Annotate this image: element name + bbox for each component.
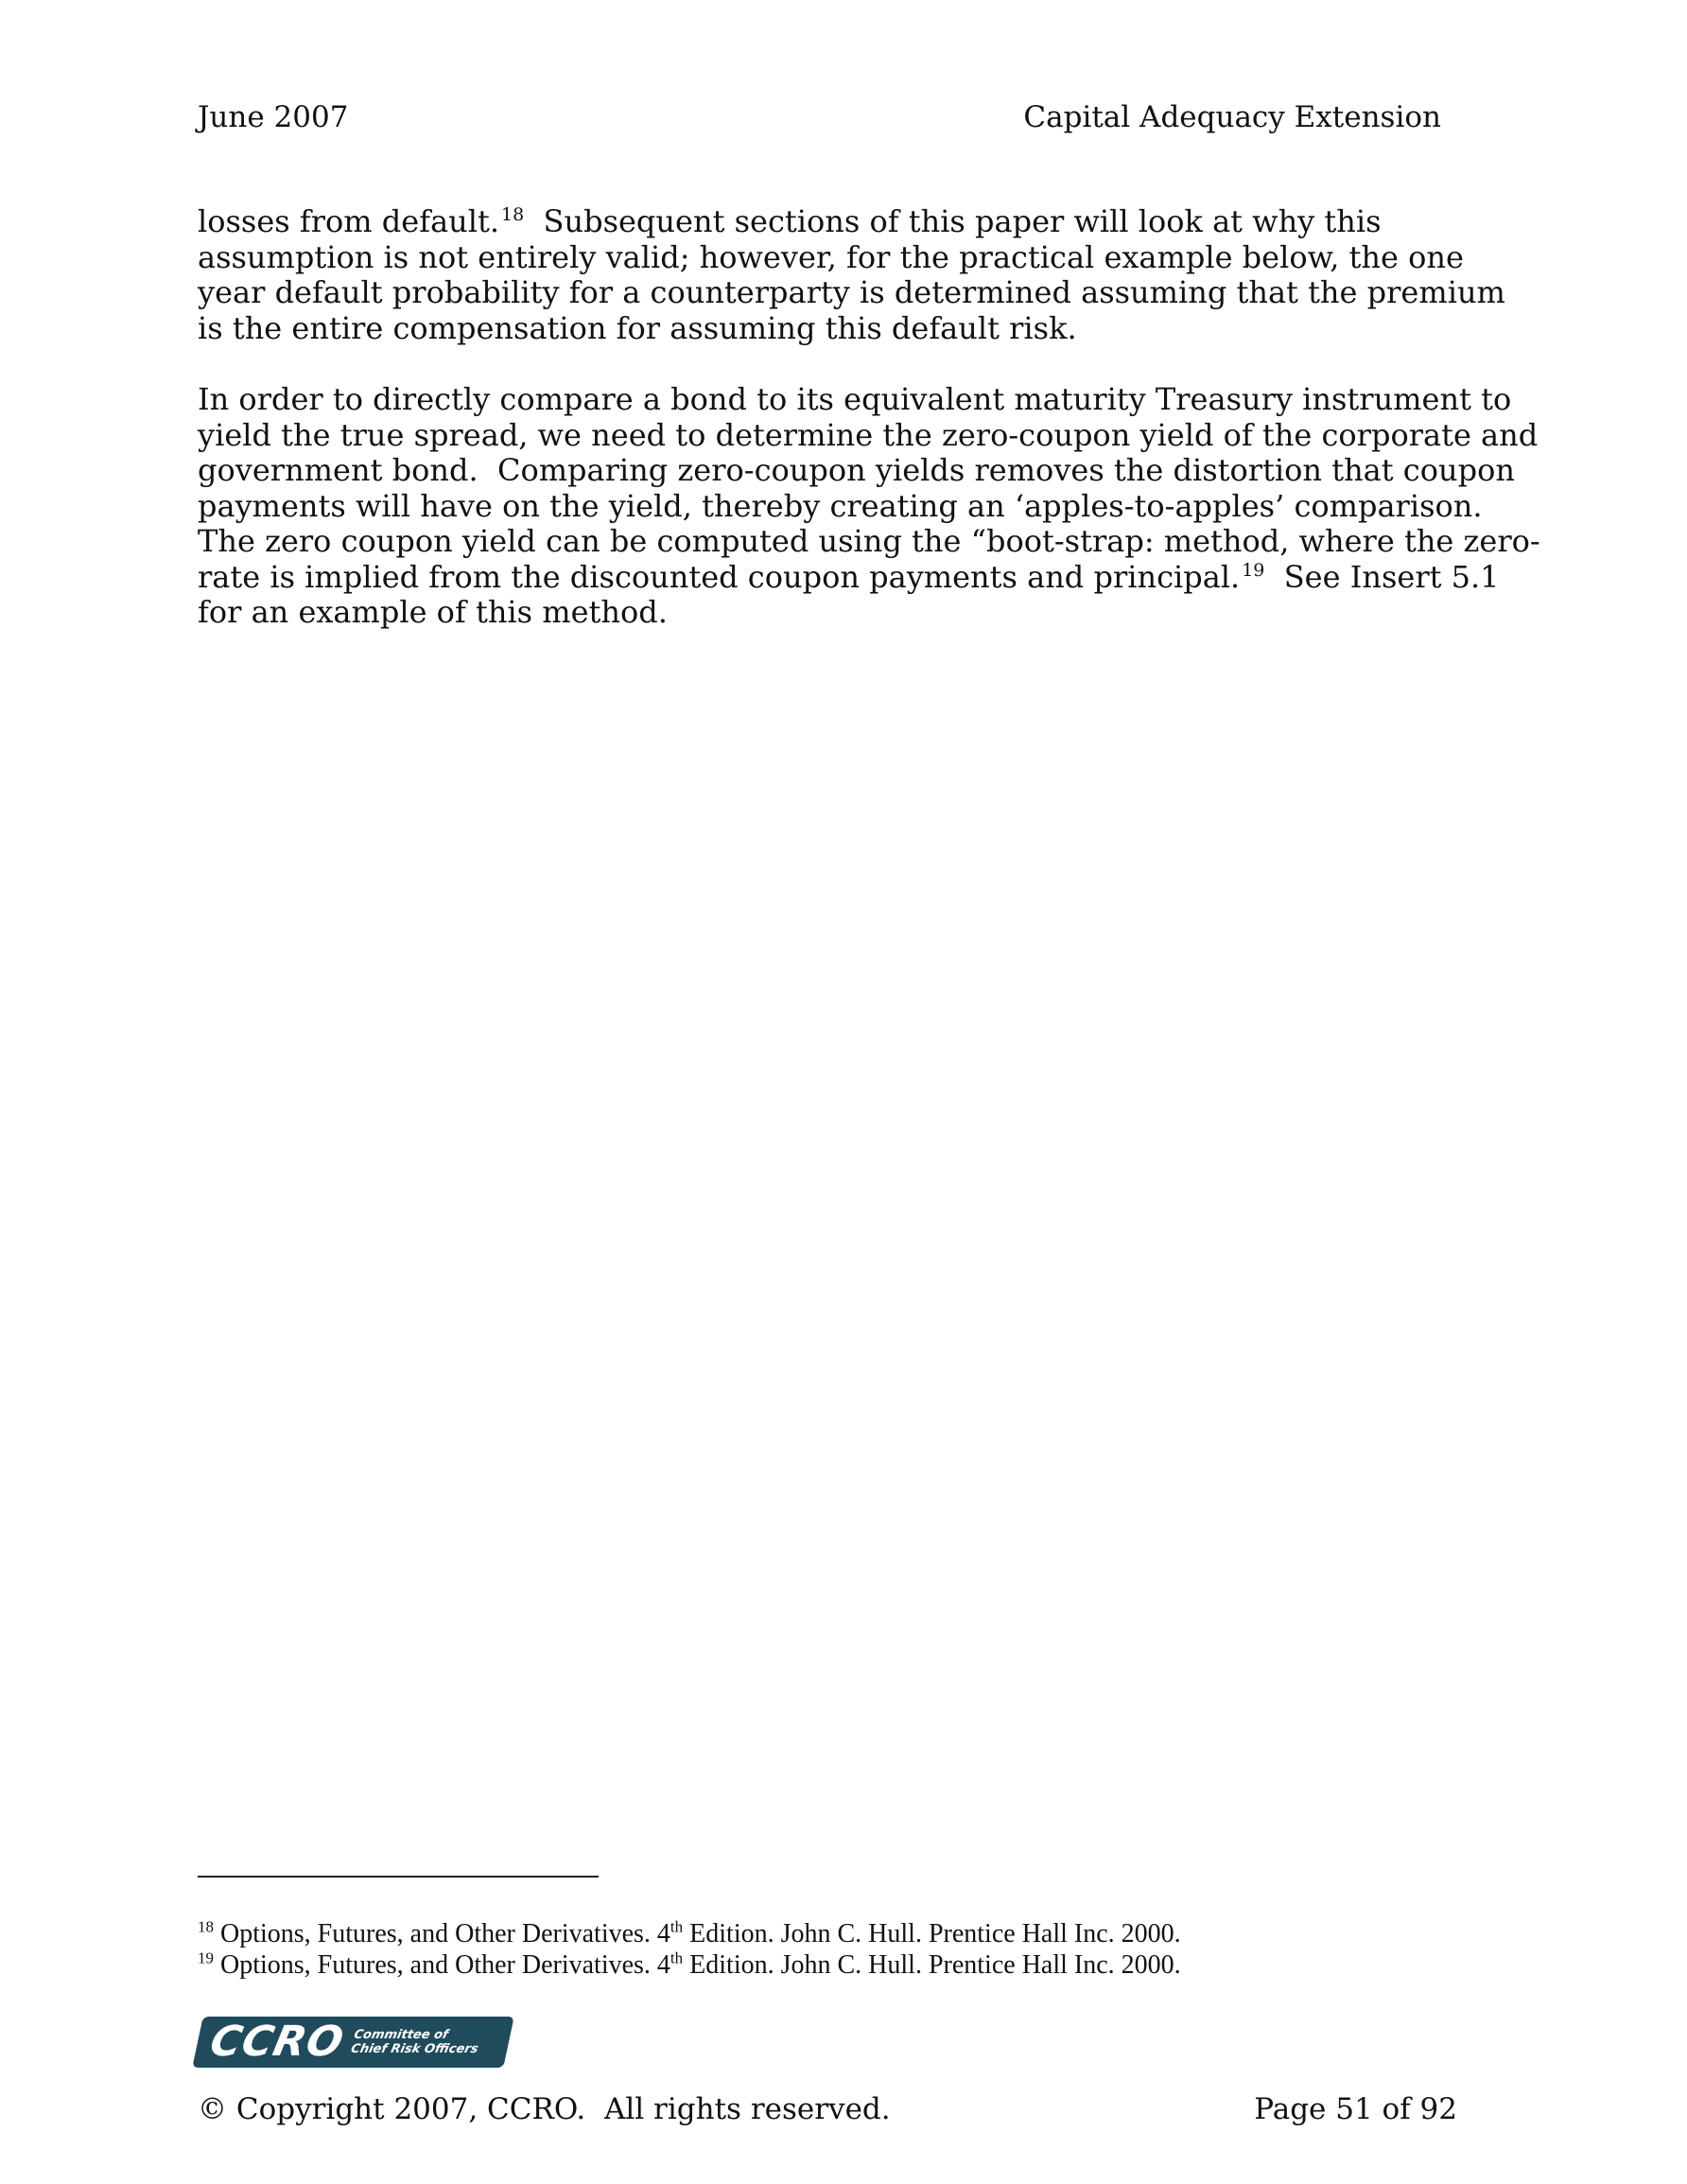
header-date: June 2007 — [198, 100, 349, 134]
text-line — [198, 204, 1522, 240]
footnote-18 — [198, 1918, 1427, 1949]
ccro-logo — [192, 2017, 513, 2068]
logo-words — [340, 2028, 483, 2056]
text-line: The zero coupon yield can be computed using the “boot-strap: method, where the zero- — [198, 523, 1540, 559]
logo-line-1: Committee of — [352, 2028, 450, 2042]
text-run: losses from default. — [198, 203, 500, 239]
footnotes — [198, 1918, 1427, 1981]
paragraph-2 — [198, 381, 1540, 631]
footnote-number: 19 — [198, 1948, 214, 1967]
paragraph-1 — [198, 204, 1522, 346]
text-run: rate is implied from the discounted coupon payments and principal. — [198, 558, 1241, 595]
text-run: Subsequent sections of this paper will look at why this — [524, 203, 1382, 239]
text-run: See Insert 5.1 — [1264, 558, 1500, 595]
footnote-19 — [198, 1949, 1427, 1981]
text-line: In order to directly compare a bond to its equivalent maturity Treasury instrument to — [198, 381, 1512, 417]
footnote-sup: th — [670, 1948, 684, 1967]
text-line: government bond. Comparing zero-coupon yields removes the distortion that coupon — [198, 452, 1515, 488]
footnote-text: Options, Futures, and Other Derivatives. 4 — [220, 1950, 670, 1980]
footer-copyright: © Copyright 2007, CCRO. All rights reserved. — [198, 2092, 891, 2126]
text-line: is the entire compensation for assuming this default risk. — [198, 309, 1077, 346]
text-line: year default probability for a counterparty is determined assuming that the premium — [198, 274, 1505, 310]
footnote-text: Edition. John C. Hull. Prentice Hall Inc. 2000. — [683, 1950, 1181, 1980]
footer-page-number: Page 51 of 92 — [1254, 2092, 1457, 2126]
footnote-text: Edition. John C. Hull. Prentice Hall Inc. 2000. — [683, 1919, 1181, 1948]
footnote-ref-18: 18 — [501, 204, 525, 226]
text-line: for an example of this method. — [198, 594, 668, 630]
logo-line-2: Chief Risk Officers — [349, 2042, 480, 2056]
logo-mark: CCRO — [205, 2018, 349, 2066]
text-line — [198, 560, 1522, 596]
text-line: assumption is not entirely valid; however, for the practical example below, the one — [198, 238, 1464, 275]
text-line: yield the true spread, we need to determine the zero-coupon yield of the corporate and — [198, 416, 1539, 453]
text-line: payments will have on the yield, thereby creating an ‘apples-to-apples’ comparison. — [198, 487, 1483, 524]
footnote-separator — [198, 1876, 599, 1878]
footnote-ref-19: 19 — [1242, 559, 1265, 581]
header-title: Capital Adequacy Extension — [1023, 100, 1441, 134]
footnote-sup: th — [670, 1917, 684, 1936]
footnote-number: 18 — [198, 1917, 214, 1936]
footnote-text: Options, Futures, and Other Derivatives. 4 — [220, 1919, 670, 1948]
